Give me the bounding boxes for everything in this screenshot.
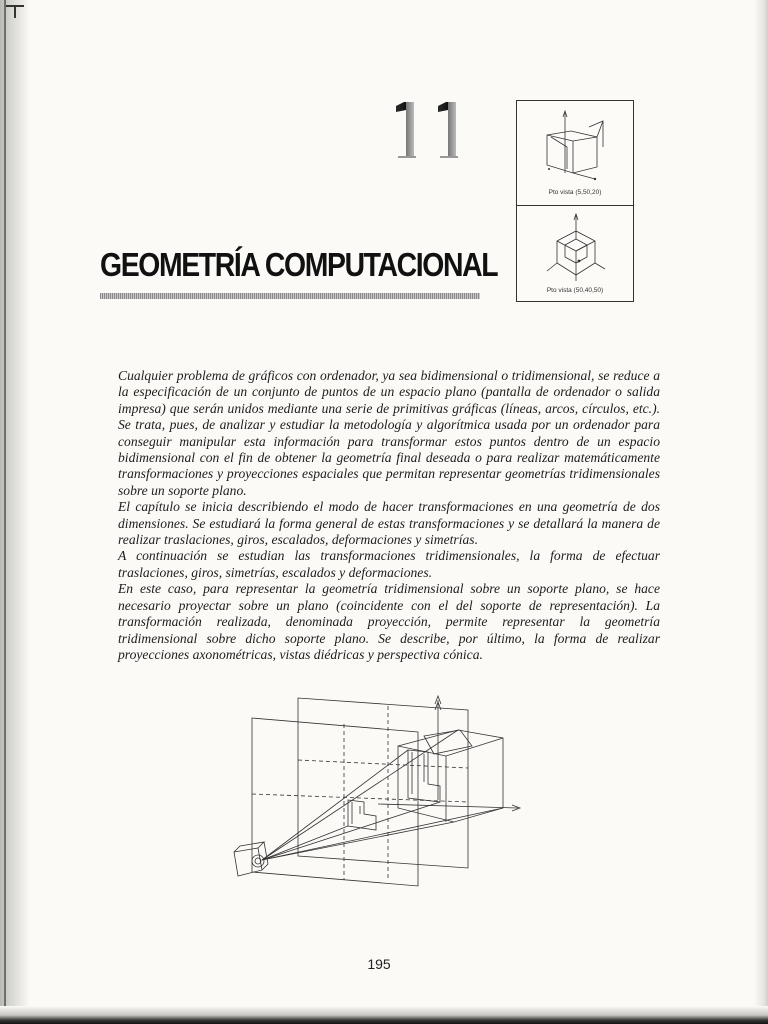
- chapter-number-graphic: [392, 100, 468, 160]
- viewpoint-1-figure: [537, 107, 617, 185]
- viewpoint-2-caption: Pto vista (50,40,50): [546, 287, 604, 294]
- scan-corner-mark: [6, 4, 24, 18]
- book-spine-shadow: [0, 0, 30, 1024]
- viewpoint-1-caption: Pto vista (5,50,20): [548, 189, 602, 196]
- paragraph-3: A continuación se estudian las transformaciones tridimensionales, la forma de efectuar traslaciones, giros, simetrías, escalados y deformaciones.: [118, 548, 660, 580]
- viewpoint-figures-panel: [516, 100, 634, 302]
- page-number: 195: [367, 956, 391, 972]
- views-panel-divider: [517, 205, 633, 206]
- chapter-introduction: [118, 368, 660, 663]
- viewpoint-2-figure: [543, 213, 609, 283]
- paragraph-4: En este caso, para representar la geometría tridimensional sobre un soporte plano, se hace necesario proyectar sobre un plano (coincidente con el del soporte de representación). La transformación realizada, denominada proyección, permite representar la geometría tridimensional sobre dicho soporte plano. Se describe, por último, la forma de realizar proyecciones axonométricas, vistas diédricas y perspectiva cónica.: [118, 581, 660, 662]
- chapter-title: GEOMETRÍA COMPUTACIONAL: [100, 246, 498, 283]
- paragraph-2: El capítulo se inicia describiendo el modo de hacer transformaciones en una geometría de dos dimensiones. Se estudiará la forma general de estas transformaciones y se detallará la manera de realizar traslaciones, giros, escalados, deformaciones y simetrías.: [118, 499, 660, 548]
- perspective-projection-figure: [228, 690, 528, 902]
- title-underline: [100, 293, 480, 299]
- page-bottom-edge: [0, 1006, 768, 1024]
- page-right-edge: [754, 0, 768, 1024]
- paragraph-1: Cualquier problema de gráficos con ordenador, ya sea bidimensional o tridimensional, se reduce a la especificación de un conjunto de puntos de un espacio plano (pantalla de ordenador o salida impresa) que serán unidos mediante una serie de primitivas gráficas (líneas, arcos, círculos, etc.). Se trata, pues, de analizar y estudiar la metodología y algorítmica usada por un ordenador para conseguir manipular esta información para transformar estos puntos dentro de un espacio bidimensional con el fin de obtener la geometría final deseada o para realizar matemáticamente transformaciones y proyecciones espaciales que permitan representar geometrías tridimensionales sobre un soporte plano.: [118, 368, 660, 498]
